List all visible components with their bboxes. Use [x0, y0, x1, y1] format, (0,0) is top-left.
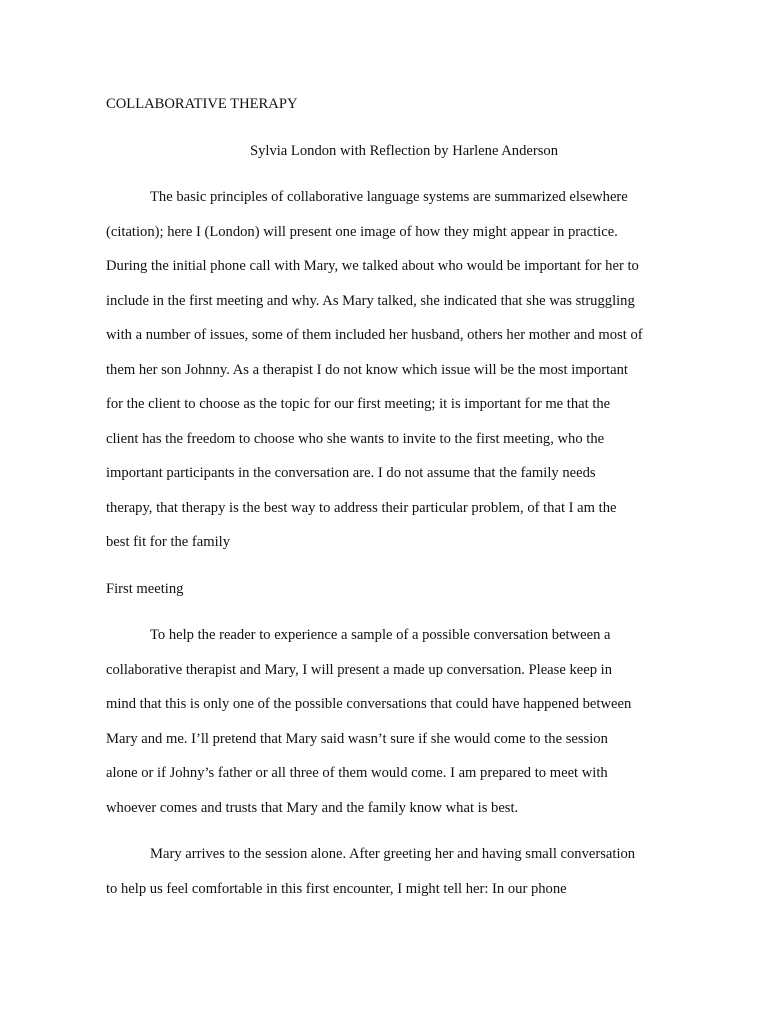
paragraph-line: with a number of issues, some of them included her husband, others her mother and most of — [106, 327, 643, 343]
paragraph-line: To help the reader to experience a sample of a possible conversation between a — [150, 627, 611, 643]
paragraph-2 — [106, 618, 662, 825]
paragraph-line: include in the first meeting and why. As Mary talked, she indicated that she was struggling — [106, 292, 635, 309]
paragraph-line: mind that this is only one of the possible conversations that could have happened between — [106, 696, 632, 712]
paragraph-line: Mary and me. I’ll pretend that Mary said wasn’t sure if she would come to the session — [106, 730, 608, 747]
document-byline: Sylvia London with Reflection by Harlene Anderson — [249, 142, 559, 159]
document-body — [106, 87, 662, 906]
paragraph-line: alone or if Johny’s father or all three of them would come. I am prepared to meet with — [106, 765, 608, 781]
paragraph-line: Mary arrives to the session alone. After greeting her and having small conversation — [150, 846, 636, 862]
paragraph-line: important participants in the conversation are. I do not assume that the family needs — [106, 465, 596, 481]
paragraph-line: The basic principles of collaborative language systems are summarized elsewhere — [150, 189, 628, 205]
paragraph-line: During the initial phone call with Mary, we talked about who would be important for her to — [106, 258, 639, 274]
paragraph-line: client has the freedom to choose who she wants to invite to the first meeting, who the — [106, 430, 605, 447]
paragraph-1 — [106, 180, 662, 560]
paragraph-line: whoever comes and trusts that Mary and the family know what is best. — [106, 799, 519, 816]
paragraph-line: therapy, that therapy is the best way to address their particular problem, of that I am the — [106, 499, 617, 516]
document-title: COLLABORATIVE THERAPY — [106, 96, 298, 112]
paragraph-line: best fit for the family — [106, 534, 231, 550]
paragraph-line: (citation); here I (London) will present one image of how they might appear in practice. — [106, 223, 618, 240]
paragraph-line: for the client to choose as the topic for our first meeting; it is important for me that the — [106, 396, 611, 412]
paragraph-3 — [106, 837, 662, 906]
section-heading: First meeting — [106, 580, 184, 597]
paragraph-line: them her son Johnny. As a therapist I do not know which issue will be the most important — [106, 361, 628, 378]
paragraph-line: to help us feel comfortable in this first encounter, I might tell her: In our phone — [106, 880, 567, 897]
paragraph-line: collaborative therapist and Mary, I will present a made up conversation. Please keep in — [106, 661, 613, 678]
